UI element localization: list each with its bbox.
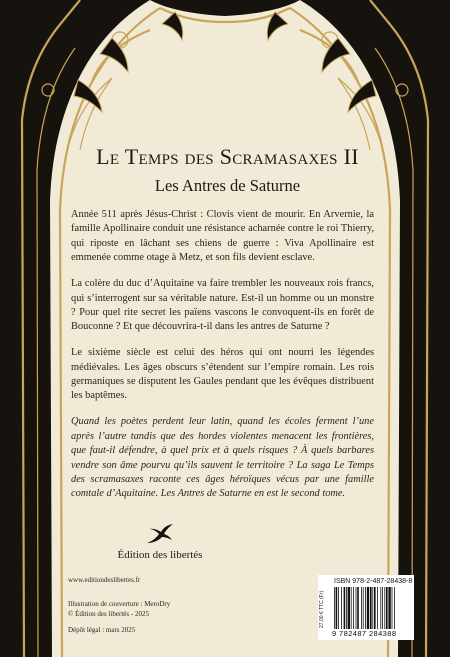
synopsis-paragraph: La colère du duc d’Aquitaine va faire trembler les nouveaux rois francs, qui s’interrogent sur sa véritable nature. Est-il un homme ou un monstre ? Pour quel rite secret les païens vascons le convoquent-ils en forêt de Bouconne ? Et que découvrira-t-il dans les antres de Saturne ?: [71, 278, 374, 333]
barcode-bar: [365, 587, 366, 629]
book-subtitle: Les Antres de Saturne: [154, 176, 301, 195]
copyright: © Édition des libertés - 2025: [68, 610, 149, 618]
barcode-bar: [382, 587, 383, 629]
barcode-bar: [392, 587, 393, 629]
isbn: ISBN 978-2-487-28438-8: [334, 578, 413, 585]
price: 27,00 € TTC (Fr): [319, 590, 325, 628]
barcode-bar: [363, 587, 364, 629]
publisher-website: www.editiondeslibertes.fr: [68, 576, 141, 584]
barcode-bar: [380, 587, 381, 629]
illustration-credit: Illustration de couverture : MeroDry: [68, 600, 171, 608]
barcode-bar: [388, 587, 390, 629]
barcode-bar: [348, 587, 350, 629]
barcode: [318, 575, 414, 640]
barcode-bar: [351, 587, 352, 629]
barcode-bar: [370, 587, 372, 629]
book-title: Le Temps des Scramasaxes II: [96, 144, 359, 169]
barcode-bar: [356, 587, 357, 629]
swallow-bird-logo-icon: [145, 523, 175, 547]
synopsis-paragraph-italic: Quand les poètes perdent leur latin, quand les écoles ferment l’une après l’autre tandis que des hordes violentes menacent les frontières, que faut-il défendre, à quel prix et à quels risques ? À quels barbares vendre son âme pourvu qu’ils sauvent le territoire ? La saga Le Temps des scramasaxes raconte ces âges héroïques vécus par une famille comtale d’Aquitaine. Les Antres de Saturne en est le second tome.: [71, 416, 374, 500]
barcode-bar: [367, 587, 369, 629]
barcode-bar: [344, 587, 346, 629]
barcode-bar: [384, 587, 385, 629]
legal-deposit: Dépôt légal : mars 2025: [68, 626, 136, 634]
synopsis: [71, 208, 374, 513]
barcode-bar: [386, 587, 388, 629]
barcode-bar: [338, 587, 339, 629]
barcode-bar: [341, 587, 342, 629]
barcode-bar: [353, 587, 354, 629]
barcode-bars: [334, 587, 410, 629]
barcode-bar: [336, 587, 338, 629]
barcode-bar: [377, 587, 378, 629]
barcode-bar: [372, 587, 373, 629]
barcode-bar: [334, 587, 335, 629]
barcode-bar: [374, 587, 376, 629]
barcode-bar: [346, 587, 347, 629]
barcode-bar: [394, 587, 395, 629]
synopsis-paragraph: Le sixième siècle est celui des héros qui ont nourri les légendes médiévales. Les âges obscurs s’étendent sur l’empire romain. Les rois germaniques se disputent les Gaules pendant que les évêques distribuent les baptêmes.: [71, 347, 374, 402]
credits: [68, 575, 288, 635]
barcode-bar: [357, 587, 359, 629]
synopsis-paragraph: Année 511 après Jésus-Christ : Clovis vient de mourir. En Arvernie, la famille Apollinaire conduit une résistance acharnée contre le roi Thierry, qui riposte en lâchant ses chiens de guerre : Viva Apollinaire est emmenée comme otage à Metz, et son fils devient esclave.: [71, 209, 374, 264]
publisher-name: Édition des libertés: [117, 549, 203, 561]
barcode-digits: 9 782487 284388: [332, 629, 397, 638]
barcode-bar: [361, 587, 362, 629]
